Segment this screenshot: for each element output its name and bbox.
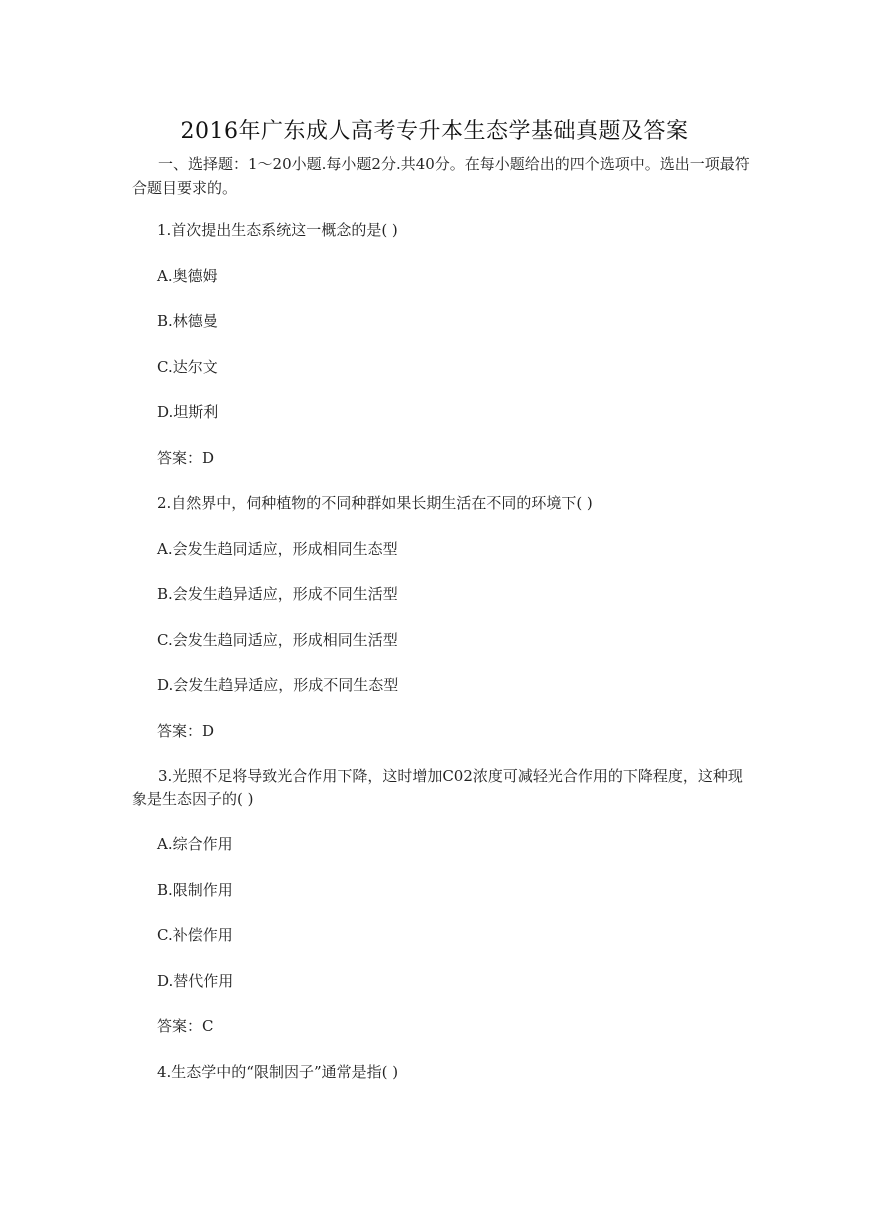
q3-option-b: B.限制作用: [157, 881, 233, 899]
q3-option-c: C.补偿作用: [157, 926, 233, 944]
q2-option-a: A.会发生趋同适应，形成相同生态型: [157, 540, 398, 558]
q1-answer: 答案：D: [157, 449, 215, 467]
q1-option-b: B.林德曼: [157, 312, 218, 330]
q3-option-a: A.综合作用: [157, 835, 233, 853]
section-intro: 一、选择题：1～20小题.每小题2分.共40分。在每小题给出的四个选项中。选出一项最符合题目要求的。: [132, 155, 750, 197]
q3-answer: 答案：C: [157, 1017, 214, 1035]
page-title: 2016年广东成人高考专升本生态学基础真题及答案: [180, 119, 689, 144]
question-1: 1.首次提出生态系统这一概念的是( ): [157, 221, 398, 239]
q2-option-b: B.会发生趋异适应，形成不同生活型: [157, 585, 398, 603]
q2-option-d: D.会发生趋异适应，形成不同生态型: [157, 676, 399, 694]
q1-option-d: D.坦斯利: [157, 403, 219, 421]
question-2: 2.自然界中，伺种植物的不同种群如果长期生活在不同的环境下( ): [157, 494, 593, 512]
q2-answer: 答案：D: [157, 722, 215, 740]
question-4: 4.生态学中的“限制因子”通常是指( ): [157, 1063, 399, 1081]
q2-option-c: C.会发生趋同适应，形成相同生活型: [157, 631, 398, 649]
q3-option-d: D.替代作用: [157, 972, 234, 990]
q1-option-a: A.奥德姆: [157, 267, 218, 285]
question-3: 3.光照不足将导致光合作用下降，这时增加C02浓度可减轻光合作用的下降程度，这种现象是生态因子的( ): [132, 767, 743, 808]
q1-option-c: C.达尔文: [157, 358, 218, 376]
